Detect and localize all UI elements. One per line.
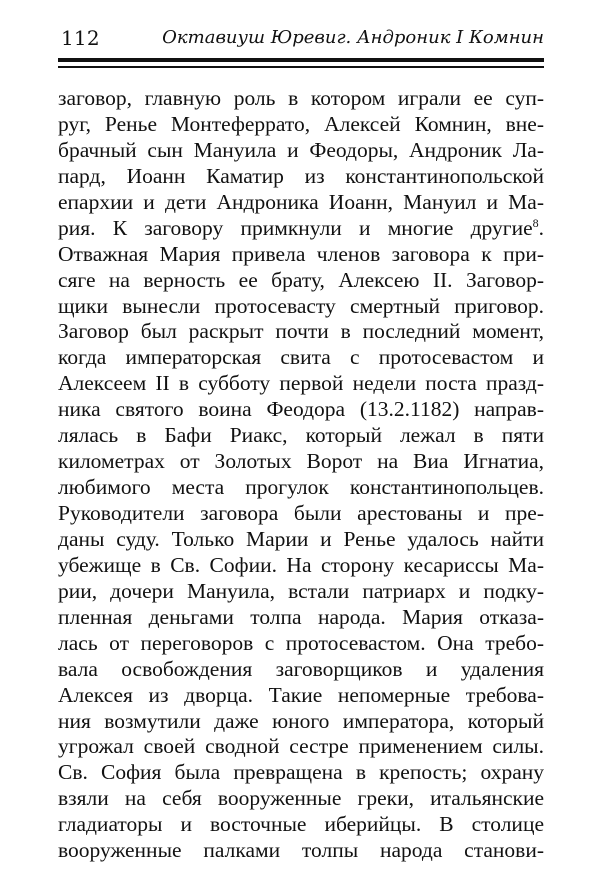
text-line-3: брачный сын Мануила и Феодоры, Андроник Ла- [58,137,544,162]
running-title: Октавиуш Юревиг. Андроник I Комнин [162,27,544,48]
text-line-27: Св. София была превращена в крепость; охрану [58,760,544,785]
text-line-20: рии, дочери Мануила, встали патриарх и подку- [58,578,544,603]
text-line-13: ника святого воина Феодора (13.2.1182) направ- [58,397,544,422]
text-line-28: взяли на себя вооруженные греки, итальянские [58,786,544,811]
text-line-26: угрожал своей сводной сестре применением силы. [58,734,544,759]
text-line-6 [58,216,544,242]
text-line-2: руг, Ренье Монтеферрато, Алексей Комнин, вне- [58,111,544,136]
text-line-30: вооруженные палками толпы народа станови- [58,838,544,863]
header-rule-thin [58,66,544,68]
text-line-8: сяге на верность ее брату, Алексею II. Заговор- [58,267,544,292]
text-line-19: убежище в Св. Софии. На сторону кесариссы Ма- [58,552,544,577]
text-line-1: заговор, главную роль в котором играли ее суп- [58,86,544,110]
text-line-14: лялась в Бафи Риакс, который лежал в пяти [58,423,544,448]
body-text [58,86,544,864]
text-line-22: лась от переговоров с протосевастом. Она требо- [58,630,544,655]
text-line-10: Заговор был раскрыт почти в последний момент, [58,319,544,344]
text-line-24: Алексея из дворца. Такие непомерные требова- [58,682,544,707]
footnote-trailing-period: . [538,215,544,240]
page-number: 112 [61,26,100,50]
text-line-7: Отважная Мария привела членов заговора к при- [58,241,544,266]
text-line-11: когда императорская свита с протосевастом и [58,345,544,370]
text-line-6-text: рия. К заговору примкнули и многие другие [58,215,533,240]
text-line-29: гладиаторы и восточные иберийцы. В столице [58,812,544,837]
page-header [58,20,544,58]
text-line-15: километрах от Золотых Ворот на Виа Игнатиа, [58,449,544,474]
text-line-16: любимого места прогулок константинопольцев. [58,475,544,500]
text-line-18: даны суду. Только Марии и Ренье удалось найти [58,526,544,551]
header-rule-thick [58,58,544,62]
text-line-21: пленная деньгами толпа народа. Мария отказа- [58,604,544,629]
text-line-17: Руководители заговора были арестованы и пре- [58,501,544,525]
text-line-23: вала освобождения заговорщиков и удаления [58,656,544,681]
footnote-reference: 8 [532,215,539,230]
text-line-25: ния возмутили даже юного императора, который [58,708,544,733]
text-line-12: Алексеем II в субботу первой недели поста празд- [58,371,544,396]
text-line-5: епархии и дети Андроника Иоанн, Мануил и Ма- [58,189,544,214]
text-line-9: щики вынесли протосевасту смертный приговор. [58,293,544,318]
text-line-4: пард, Иоанн Каматир из константинопольской [58,163,544,188]
